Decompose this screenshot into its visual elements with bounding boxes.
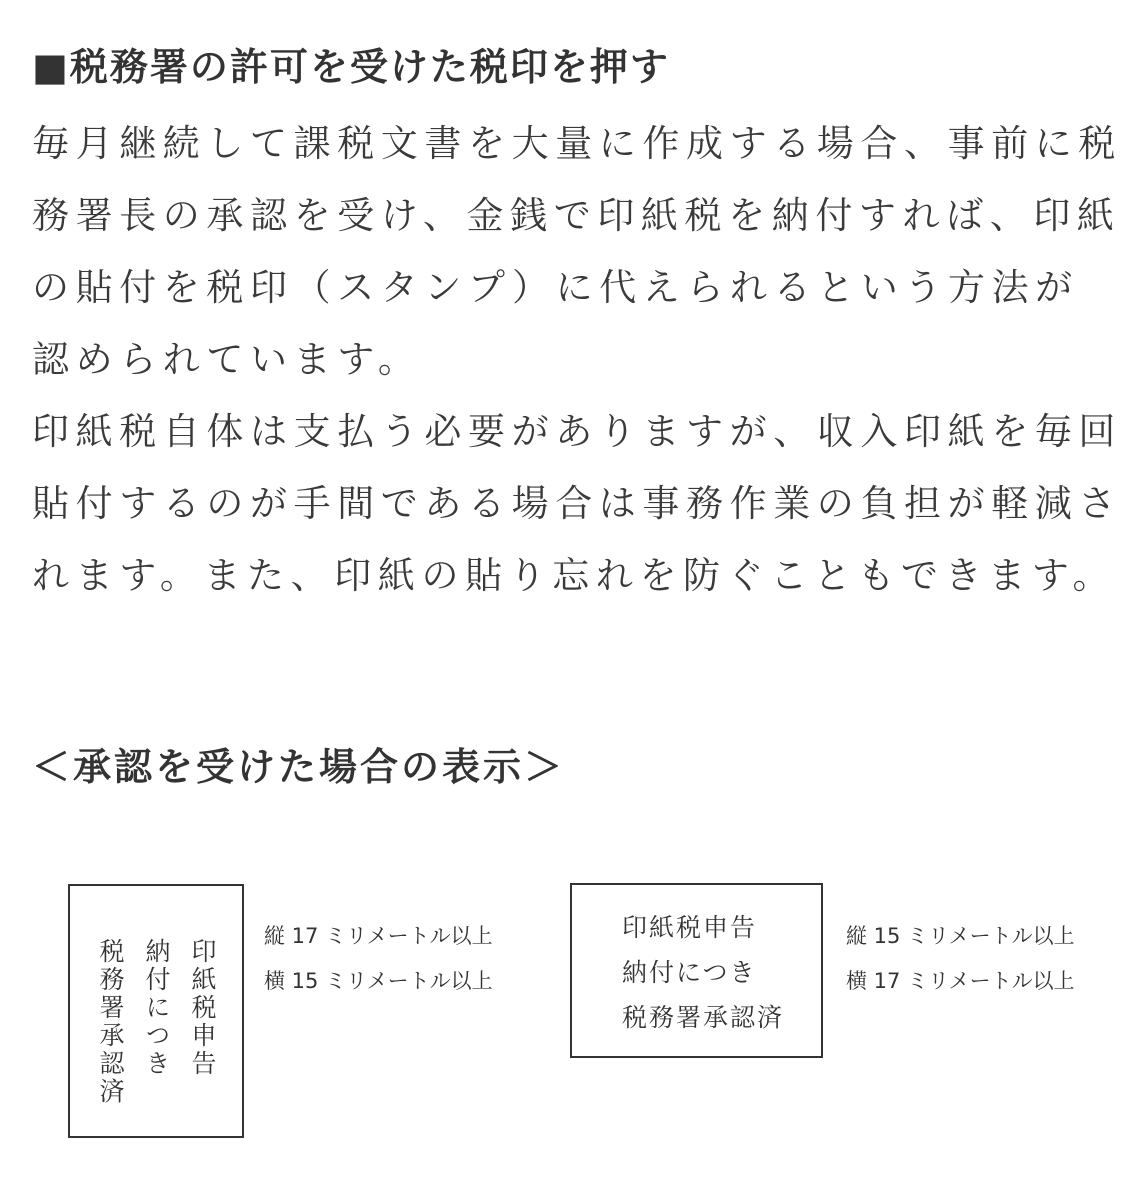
stamp-text-line: 印紙税申告 — [622, 913, 758, 942]
stamp-text-line: 印紙税申告 — [188, 938, 217, 1078]
stamp-text-line: 税務署承認済 — [96, 938, 125, 1106]
horizontal-stamp-dimensions — [846, 914, 1075, 1004]
paragraph-2: 印紙税自体は支払う必要がありますが、収入印紙を毎回貼付するのが手間である場合は事務作業の負担が軽減されます。また、印紙の貼り忘れを防ぐこともできます。 — [32, 410, 1122, 597]
dimension-width: 横 17 ミリメートル以上 — [846, 969, 1075, 993]
display-subheading: ＜承認を受けた場合の表示＞ — [32, 745, 566, 789]
vertical-stamp-dimensions — [264, 914, 493, 1004]
stamp-text-line: 税務署承認済 — [622, 1003, 785, 1032]
article-body — [32, 40, 1122, 612]
stamp-text-line: 納付につき — [142, 938, 171, 1078]
dimension-height: 縦 17 ミリメートル以上 — [264, 924, 493, 948]
stamp-text-line: 納付につき — [622, 958, 757, 987]
horizontal-stamp-sample — [570, 883, 823, 1058]
vertical-stamp-sample — [68, 884, 244, 1138]
paragraph-1: 毎月継続して課税文書を大量に作成する場合、事前に税務署長の承認を受け、金銭で印紙税を納付すれば、印紙の貼付を税印（スタンプ）に代えられるという方法が認められています。 — [32, 122, 1122, 381]
dimension-height: 縦 15 ミリメートル以上 — [846, 924, 1075, 948]
dimension-width: 横 15 ミリメートル以上 — [264, 969, 493, 993]
section-heading: ■税務署の許可を受けた税印を押す — [32, 45, 670, 89]
